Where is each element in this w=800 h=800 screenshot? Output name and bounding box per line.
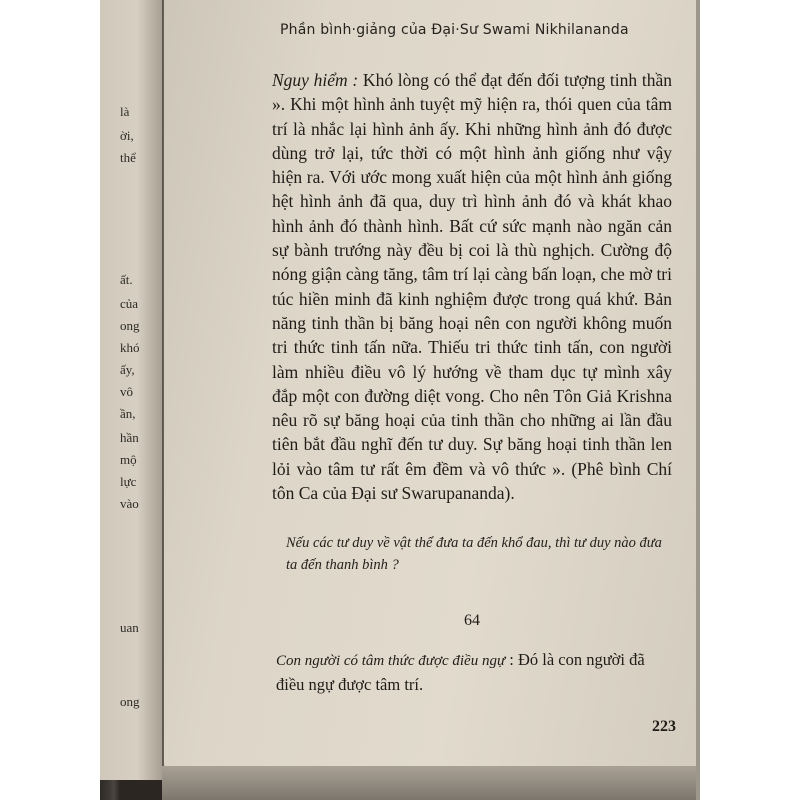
left-page-fragment: khó [120, 340, 140, 355]
body-paragraph [272, 68, 672, 505]
left-page-fragment: của [120, 296, 139, 311]
left-page-fragment: ần, [120, 406, 136, 421]
verse-question: Nếu các tư duy về vật thể đưa ta đến khổ đau, thì tư duy nào đưa ta đến thanh bình ? [286, 535, 662, 573]
left-page-fragment: hần [120, 430, 139, 445]
book-photo [100, 0, 700, 800]
left-page-fragment: vô [120, 384, 133, 399]
right-page-edge [696, 0, 700, 800]
left-page-fragment: ong [120, 694, 140, 709]
definition-paragraph [276, 648, 676, 697]
left-page-fragment: mộ [120, 452, 137, 467]
left-page-fragment: ất. [120, 272, 133, 287]
left-page-fragment: ấy, [120, 362, 135, 377]
left-page-fragment: vào [120, 496, 139, 511]
page-bottom-shadow [162, 766, 700, 800]
right-page [164, 0, 700, 770]
left-page-fragment: là [120, 104, 130, 119]
left-page-fragment: lực [120, 474, 137, 489]
left-page-fragment: ời, [120, 128, 134, 143]
definition-term: Con người có tâm thức được điều ngự [276, 653, 506, 669]
left-page-fragment: uan [120, 620, 139, 635]
left-page-fragment: ong [120, 318, 140, 333]
left-page-fragment: thể [120, 150, 136, 165]
running-header: Phần bình·giảng của Đại·Sư Swami Nikhilananda [280, 22, 629, 38]
page-number: 223 [652, 718, 676, 735]
paragraph-text: Khó lòng có thể đạt đến đối tượng tinh thần ». Khi một hình ảnh tuyệt mỹ hiện ra, thói quen của tâm trí là nhắc lại hình ảnh ấy. Khi những hình ảnh đó được dùng trở lại, tức thời có một hình ảnh giống như vậy hiện ra. Với ước mong xuất hiện của một hình ảnh giống hệt hình ảnh đã qua, duy trì hình ảnh đó và khát khao hình ảnh đó thành hình. Bất cứ sức mạnh nào ngăn cản sự bành trướng này đều bị coi là thù nghịch. Cường độ nóng giận càng tăng, tâm trí lại càng bấn loạn, che mờ tri túc hiền minh đã kinh nghiệm được trong quá khứ. Bản năng tinh thần bị băng hoại nên con người không muốn tri thức tinh tấn nữa. Thiếu tri thức tinh tấn, con người làm nhiều điều vô lý hướng về tham dục tự mình xây đắp một con đường diệt vong. Cho nên Tôn Giả Krishna nêu rõ sự băng hoại của tinh thần cho những ai lần đầu tiên bắt đầu nghĩ đến tư duy. Sự băng hoại tinh thần len lỏi vào tâm tư rất êm đềm và vô thức ». (Phê bình Chí tôn Ca của Đại sư Swarupananda). [272, 70, 672, 504]
left-page-edge [100, 0, 164, 780]
definition-text: : Đó là con người đã điều ngự được tâm trí. [276, 650, 645, 694]
paragraph-lead: Nguy hiểm : [272, 70, 359, 90]
section-number: 64 [464, 612, 480, 629]
